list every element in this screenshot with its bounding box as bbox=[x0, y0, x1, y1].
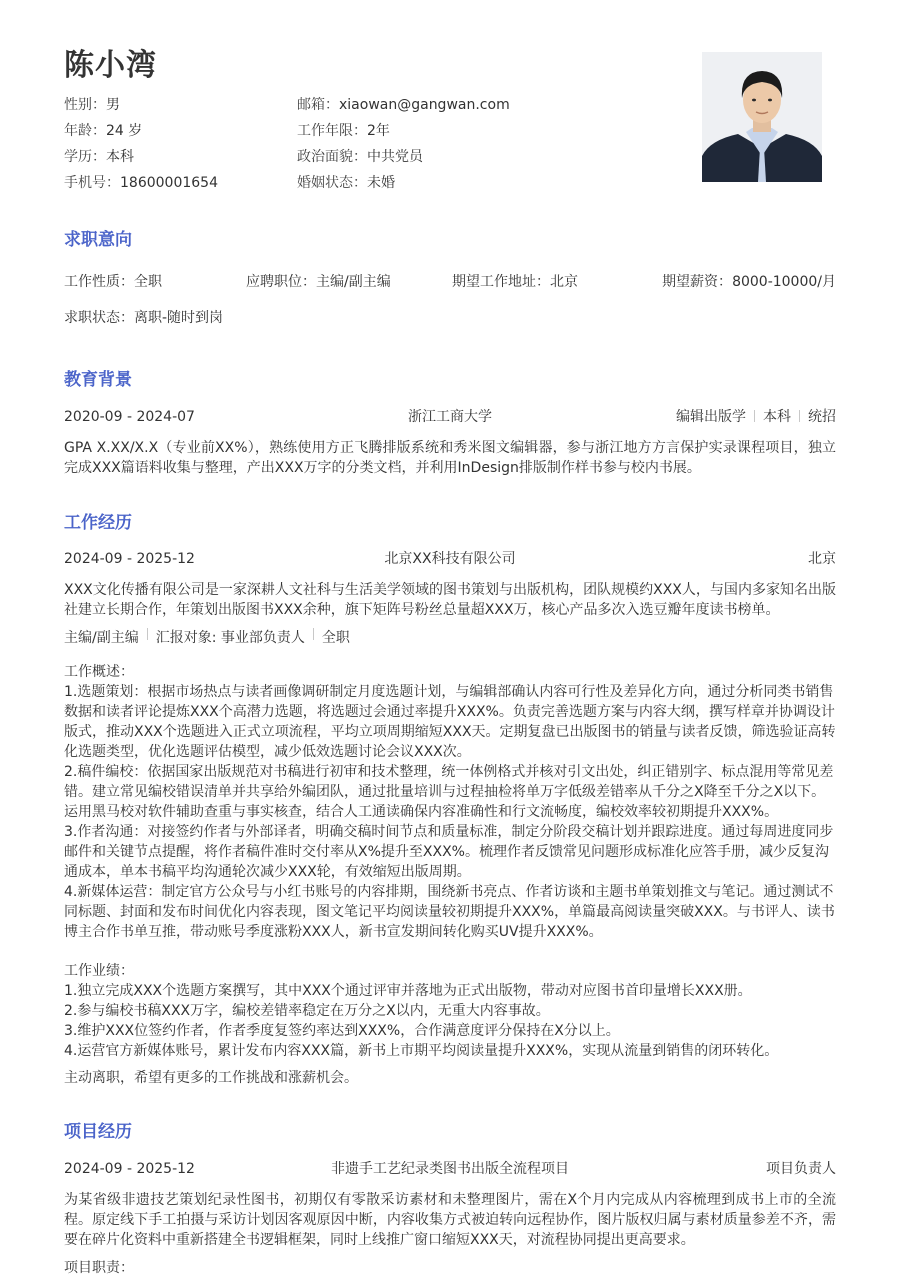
education-tags bbox=[676, 407, 836, 427]
overview-line: 数据和读者评论提炼XXX个高潜力选题，将选题过会通过率提升XXX%。负责完善选题方案与内容大纲，撰写样章并协调设计 bbox=[64, 704, 835, 720]
overview-line: 1.选题策划：根据市场热点与读者画像调研制定月度选题计划，与编辑部确认内容可行性及差异化方向，通过分析同类书销售 bbox=[64, 684, 834, 700]
education-major: 编辑出版学 bbox=[676, 409, 746, 425]
work-company: 北京XX科技有限公司 bbox=[384, 551, 516, 567]
info-email bbox=[297, 94, 530, 120]
project-header bbox=[64, 1159, 836, 1179]
intent-value: 离职-随时到岗 bbox=[134, 310, 224, 326]
overview-line: 错。建立常见编校错误清单并共享给外编团队，通过批量培训与过程抽检将单万字低级差错率从千分之X降至千分之X以下。 bbox=[64, 784, 826, 800]
work-leave-reason: 主动离职，希望有更多的工作挑战和涨薪机会。 bbox=[64, 1070, 358, 1086]
overview-line: 通成本，单本书稿平均沟通轮次减少XXX轮，有效缩短出版周期。 bbox=[64, 864, 471, 880]
overview-line: 工作概述： bbox=[64, 664, 134, 680]
info-marital-status bbox=[297, 172, 530, 198]
work-tags bbox=[64, 628, 350, 648]
intent-salary bbox=[662, 272, 836, 292]
achievement-line: 4.运营官方新媒体账号，累计发布内容XXX篇，新书上市期平均阅读量提升XXX%，实现从流量到销售的闭环转化。 bbox=[64, 1043, 779, 1059]
intent-value: 主编/副主编 bbox=[316, 274, 391, 290]
project-description: 为某省级非遗技艺策划纪录性图书，初期仅有零散采访素材和未整理图片，需在X个月内完成从内容梳理到成书上市的全流程。原定线下手工拍摄与采访计划因客观原因中断，内容收集方式被迫转向远程协作，图片版权归属与素材质量参差不齐，需要在碎片化资料中重新搭建全书逻辑框架，同时上线推广窗口缩短XXX天，对流程协同提出更高要求。 bbox=[64, 1192, 836, 1248]
education-enrollment-type: 统招 bbox=[808, 409, 836, 425]
intent-label: 应聘职位： bbox=[246, 274, 316, 290]
info-label: 政治面貌： bbox=[297, 149, 367, 165]
person-photo-icon bbox=[702, 52, 822, 182]
divider bbox=[799, 410, 800, 422]
info-value: 2年 bbox=[367, 123, 390, 139]
section-title-project: 项目经历 bbox=[64, 1122, 132, 1142]
education-school: 浙江工商大学 bbox=[408, 409, 492, 425]
overview-line: 运用黑马校对软件辅助查重与事实核查，结合人工通读确保内容准确性和行文流畅度，编校效率较初期提升XXX%。 bbox=[64, 804, 779, 820]
work-report-to: 汇报对象: 事业部负责人 bbox=[155, 630, 305, 646]
intent-label: 期望薪资： bbox=[662, 274, 733, 290]
overview-line: 化选题类型，优化选题评估模型，减少低效选题讨论会议XXX次。 bbox=[64, 744, 471, 760]
info-value: 18600001654 bbox=[120, 175, 218, 191]
work-type: 全职 bbox=[321, 630, 350, 646]
info-row bbox=[64, 120, 684, 146]
overview-line: 同标题、封面和发布时间优化内容表现，图文笔记平均阅读量较初期提升XXX%，单篇最高阅读量突破XXX。与书评人、读书 bbox=[64, 904, 835, 920]
project-name: 非遗手工艺纪录类图书出版全流程项目 bbox=[331, 1161, 569, 1177]
info-value: 中共党员 bbox=[367, 149, 423, 165]
intent-location bbox=[452, 272, 578, 292]
info-value: xiaowan@gangwan.com bbox=[339, 97, 510, 113]
overview-line: 版式，推动XXX个选题进入正式立项流程，平均立项周期缩短XXX天。定期复盘已出版图书的销量与读者反馈，筛选验证高转 bbox=[64, 724, 836, 740]
intent-status bbox=[64, 308, 223, 328]
achievement-line: 2.参与编校书稿XXX万字，编校差错率稳定在万分之X以内，无重大内容事故。 bbox=[64, 1003, 550, 1019]
info-political-status bbox=[297, 146, 530, 172]
info-label: 年龄： bbox=[64, 123, 106, 139]
education-description: GPA X.XX/X.X（专业前XX%），熟练使用方正飞腾排版系统和秀米图文编辑器，参与浙江地方方言保护实录课程项目，独立完成XXX篇语料收集与整理，产出XXX万字的分类文档，并利用InDesign排版制作样书参与校内书展。 bbox=[64, 440, 836, 476]
intent-position bbox=[246, 272, 391, 292]
info-row bbox=[64, 94, 684, 120]
info-value: 24 岁 bbox=[106, 123, 143, 139]
work-date: 2024-09 - 2025-12 bbox=[64, 551, 195, 567]
divider bbox=[754, 410, 755, 422]
achievement-line: 工作业绩： bbox=[64, 963, 134, 979]
intent-label: 工作性质： bbox=[64, 274, 134, 290]
info-gender bbox=[64, 94, 297, 120]
intent-value: 全职 bbox=[134, 274, 162, 290]
candidate-name: 陈小湾 bbox=[64, 48, 157, 83]
project-duties-label: 项目职责： bbox=[64, 1260, 134, 1276]
info-label: 性别： bbox=[64, 97, 106, 113]
education-degree: 本科 bbox=[763, 409, 791, 425]
info-age bbox=[64, 120, 297, 146]
info-label: 邮箱： bbox=[297, 97, 339, 113]
info-value: 男 bbox=[106, 97, 120, 113]
info-label: 学历： bbox=[64, 149, 106, 165]
project-role: 项目负责人 bbox=[766, 1161, 836, 1177]
work-header bbox=[64, 549, 836, 569]
info-degree bbox=[64, 146, 297, 172]
work-company-intro: XXX文化传播有限公司是一家深耕人文社科与生活美学领域的图书策划与出版机构，团队规模约XXX人，与国内多家知名出版社建立长期合作，年策划出版图书XXX余种，旗下矩阵号粉丝总量超XXX万，核心产品多次入选豆瓣年度读书榜单。 bbox=[64, 582, 836, 618]
intent-label: 求职状态： bbox=[64, 310, 134, 326]
intent-value: 8000-10000/月 bbox=[732, 274, 836, 290]
info-label: 手机号： bbox=[64, 175, 120, 191]
info-value: 未婚 bbox=[367, 175, 395, 191]
overview-line: 2.稿件编校：依据国家出版规范对书稿进行初审和技术整理，统一体例格式并核对引文出处，纠正错别字、标点混用等常见差 bbox=[64, 764, 834, 780]
work-city: 北京 bbox=[808, 551, 836, 567]
info-value: 本科 bbox=[106, 149, 134, 165]
info-row bbox=[64, 146, 684, 172]
basic-info bbox=[64, 94, 684, 198]
work-overview bbox=[64, 662, 836, 942]
overview-line: 3.作者沟通：对接签约作者与外部译者，明确交稿时间节点和质量标准，制定分阶段交稿计划并跟踪进度。通过每周进度同步 bbox=[64, 824, 834, 840]
intent-value: 北京 bbox=[550, 274, 578, 290]
education-header bbox=[64, 407, 836, 427]
section-title-education: 教育背景 bbox=[64, 370, 132, 390]
achievement-line: 3.维护XXX位签约作者，作者季度复签约率达到XXX%，合作满意度评分保持在X分以上。 bbox=[64, 1023, 620, 1039]
intent-label: 期望工作地址： bbox=[452, 274, 550, 290]
info-label: 婚姻状态： bbox=[297, 175, 367, 191]
section-title-work: 工作经历 bbox=[64, 513, 132, 533]
divider bbox=[147, 628, 148, 640]
intent-work-type bbox=[64, 272, 162, 292]
overview-line: 博主合作书单互推，带动账号季度涨粉XXX人，新书宣发期间转化购买UV提升XXX%。 bbox=[64, 924, 603, 940]
profile-photo bbox=[702, 52, 822, 182]
divider bbox=[313, 628, 314, 640]
education-date: 2020-09 - 2024-07 bbox=[64, 409, 195, 425]
overview-line: 邮件和关键节点提醒，将作者稿件准时交付率从X%提升至XXX%。梳理作者反馈常见问题形成标准化应答手册，减少反复沟 bbox=[64, 844, 829, 860]
info-label: 工作年限： bbox=[297, 123, 367, 139]
info-row bbox=[64, 172, 684, 198]
achievement-line: 1.独立完成XXX个选题方案撰写，其中XXX个通过评审并落地为正式出版物，带动对应图书首印量增长XXX册。 bbox=[64, 983, 752, 999]
overview-line: 4.新媒体运营：制定官方公众号与小红书账号的内容排期，围绕新书亮点、作者访谈和主题书单策划推文与笔记。通过测试不 bbox=[64, 884, 834, 900]
work-position: 主编/副主编 bbox=[64, 630, 139, 646]
project-date: 2024-09 - 2025-12 bbox=[64, 1161, 195, 1177]
work-achievements bbox=[64, 961, 836, 1061]
info-experience-years bbox=[297, 120, 530, 146]
section-title-job-intent: 求职意向 bbox=[64, 230, 132, 250]
info-phone bbox=[64, 172, 297, 198]
